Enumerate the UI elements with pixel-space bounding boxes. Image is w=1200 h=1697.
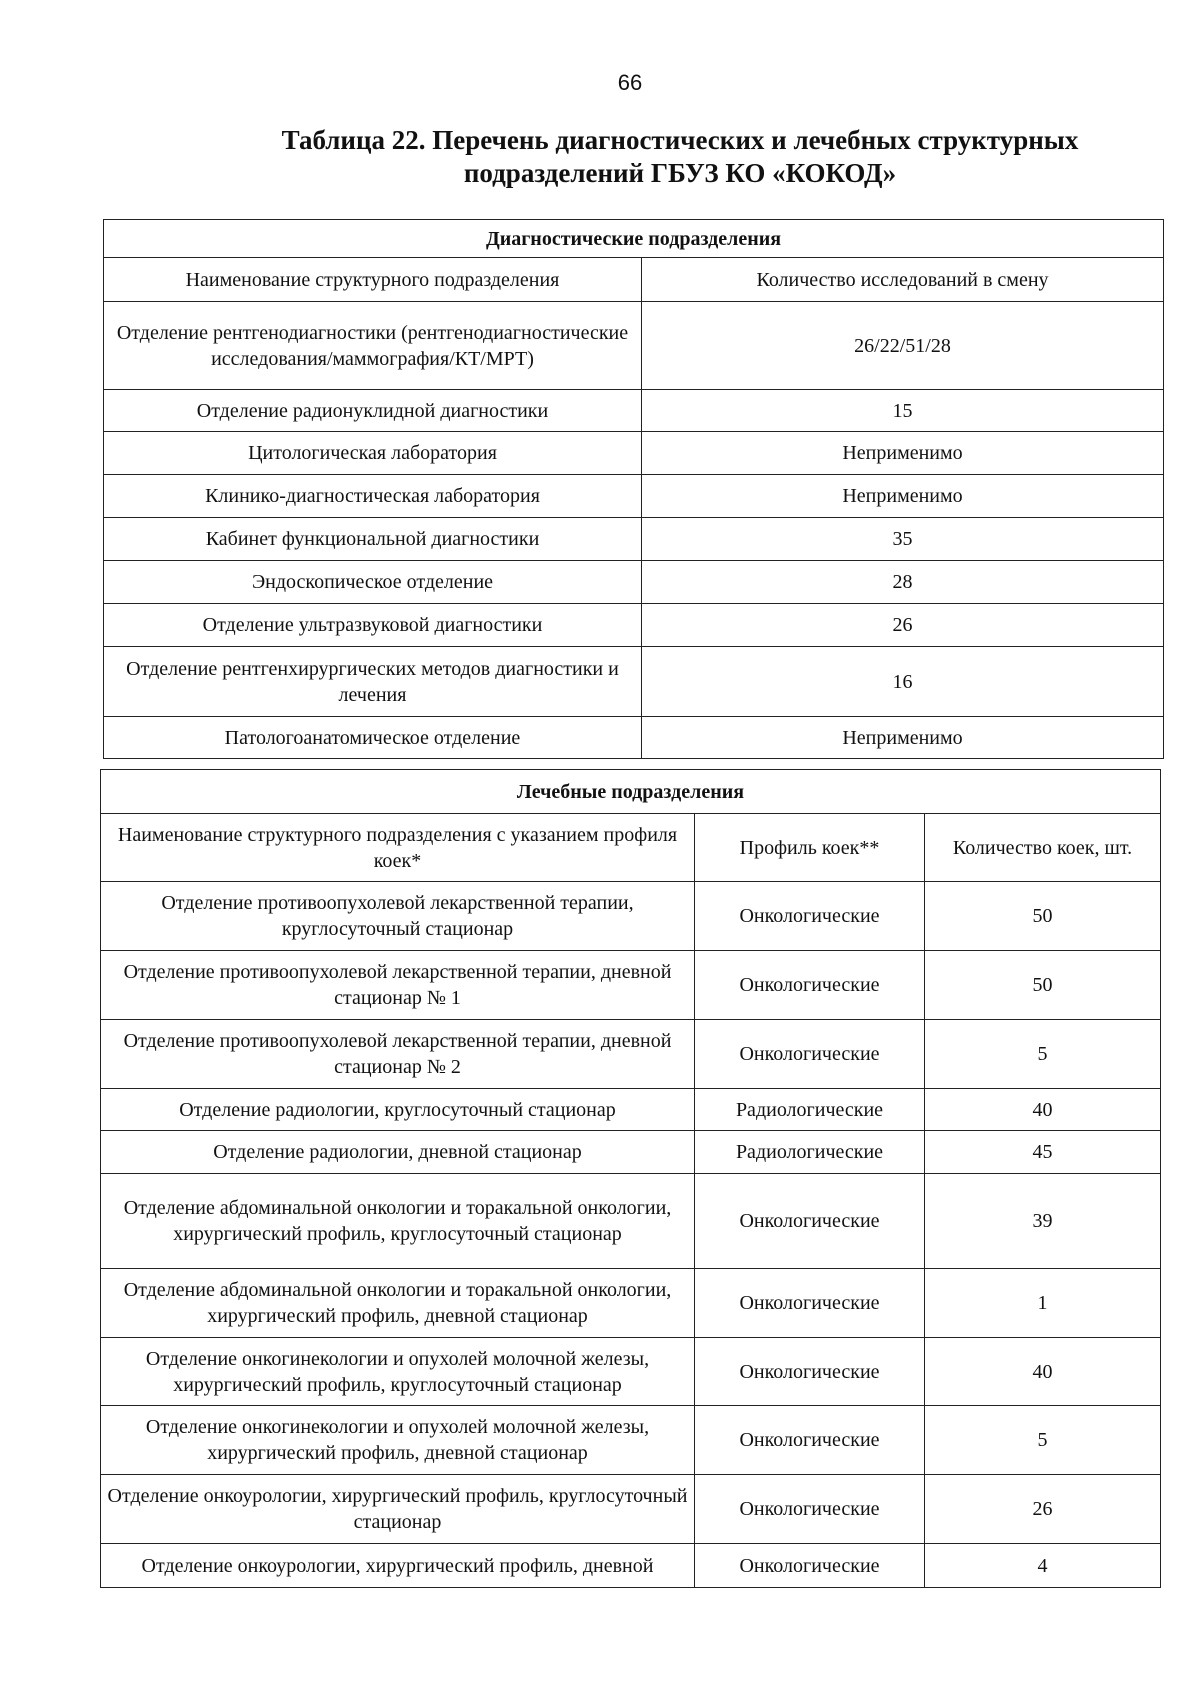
table-row xyxy=(104,518,1164,561)
column-header-bed-count: Количество коек, шт. xyxy=(925,814,1161,882)
unit-name: Отделение абдоминальной онкологии и торакальной онкологии, хирургический профиль, дневной стационар xyxy=(101,1269,695,1338)
title-line-1: Таблица 22. Перечень диагностических и лечебных структурных xyxy=(281,125,1079,155)
diagnostic-units-table xyxy=(103,219,1164,759)
bed-profile: Радиологические xyxy=(695,1089,925,1131)
unit-name: Клинико-диагностическая лаборатория xyxy=(104,475,642,518)
bed-profile: Онкологические xyxy=(695,1406,925,1475)
table-row xyxy=(104,717,1164,759)
bed-profile: Онкологические xyxy=(695,1269,925,1338)
bed-count: 26 xyxy=(925,1475,1161,1544)
table-row xyxy=(104,390,1164,432)
treatment-units-table xyxy=(100,769,1161,1588)
unit-name: Цитологическая лаборатория xyxy=(104,432,642,475)
bed-count: 50 xyxy=(925,882,1161,951)
unit-name: Отделение ультразвуковой диагностики xyxy=(104,604,642,647)
bed-count: 4 xyxy=(925,1544,1161,1588)
table-row xyxy=(104,302,1164,390)
bed-count: 40 xyxy=(925,1338,1161,1406)
table-row xyxy=(101,1174,1161,1269)
study-count: 16 xyxy=(642,647,1164,717)
table-row xyxy=(104,561,1164,604)
study-count: Неприменимо xyxy=(642,432,1164,475)
table-row xyxy=(101,1475,1161,1544)
table-row xyxy=(101,882,1161,951)
bed-count: 40 xyxy=(925,1089,1161,1131)
page-number: 66 xyxy=(617,70,643,95)
unit-name: Эндоскопическое отделение xyxy=(104,561,642,604)
study-count: 26 xyxy=(642,604,1164,647)
bed-count: 1 xyxy=(925,1269,1161,1338)
unit-name: Отделение противоопухолевой лекарственной терапии, дневной стационар № 1 xyxy=(101,951,695,1020)
document-title xyxy=(90,124,1200,190)
bed-count: 5 xyxy=(925,1406,1161,1475)
table-row xyxy=(104,604,1164,647)
unit-name: Отделение рентгенхирургических методов диагностики и лечения xyxy=(104,647,642,717)
bed-profile: Онкологические xyxy=(695,1338,925,1406)
bed-profile: Радиологические xyxy=(695,1131,925,1174)
unit-name: Отделение противоопухолевой лекарственной терапии, дневной стационар № 2 xyxy=(101,1020,695,1089)
bed-profile: Онкологические xyxy=(695,882,925,951)
unit-name: Отделение онкогинекологии и опухолей молочной железы, хирургический профиль, дневной стационар xyxy=(101,1406,695,1475)
unit-name: Отделение онкоурологии, хирургический профиль, дневной xyxy=(101,1544,695,1588)
table-row xyxy=(101,1544,1161,1588)
bed-count: 50 xyxy=(925,951,1161,1020)
bed-profile: Онкологические xyxy=(695,1544,925,1588)
diagnostic-section-heading: Диагностические подразделения xyxy=(104,220,1164,258)
treatment-section-heading: Лечебные подразделения xyxy=(101,770,1161,814)
bed-count: 45 xyxy=(925,1131,1161,1174)
unit-name: Кабинет функциональной диагностики xyxy=(104,518,642,561)
unit-name: Отделение рентгенодиагностики (рентгенодиагностические исследования/маммография/КТ/МРТ) xyxy=(104,302,642,390)
unit-name: Отделение абдоминальной онкологии и торакальной онкологии, хирургический профиль, круглосуточный стационар xyxy=(101,1174,695,1269)
bed-profile: Онкологические xyxy=(695,1174,925,1269)
unit-name: Отделение онкоурологии, хирургический профиль, круглосуточный стационар xyxy=(101,1475,695,1544)
bed-count: 39 xyxy=(925,1174,1161,1269)
title-line-2: подразделений ГБУЗ КО «КОКОД» xyxy=(463,158,897,188)
table-row xyxy=(104,475,1164,518)
table-row xyxy=(101,1089,1161,1131)
table-row xyxy=(101,1020,1161,1089)
unit-name: Патологоанатомическое отделение xyxy=(104,717,642,759)
column-header-bed-profile: Профиль коек** xyxy=(695,814,925,882)
study-count: 26/22/51/28 xyxy=(642,302,1164,390)
table-row xyxy=(104,432,1164,475)
unit-name: Отделение онкогинекологии и опухолей молочной железы, хирургический профиль, круглосуточный стационар xyxy=(101,1338,695,1406)
table-row xyxy=(101,1406,1161,1475)
study-count: 35 xyxy=(642,518,1164,561)
unit-name: Отделение радионуклидной диагностики xyxy=(104,390,642,432)
bed-profile: Онкологические xyxy=(695,1020,925,1089)
study-count: Неприменимо xyxy=(642,475,1164,518)
unit-name: Отделение радиологии, дневной стационар xyxy=(101,1131,695,1174)
study-count: 28 xyxy=(642,561,1164,604)
unit-name: Отделение противоопухолевой лекарственной терапии, круглосуточный стационар xyxy=(101,882,695,951)
bed-count: 5 xyxy=(925,1020,1161,1089)
study-count: Неприменимо xyxy=(642,717,1164,759)
study-count: 15 xyxy=(642,390,1164,432)
table-row xyxy=(101,1131,1161,1174)
column-header-unit-name: Наименование структурного подразделения с указанием профиля коек* xyxy=(101,814,695,882)
unit-name: Отделение радиологии, круглосуточный стационар xyxy=(101,1089,695,1131)
bed-profile: Онкологические xyxy=(695,951,925,1020)
bed-profile: Онкологические xyxy=(695,1475,925,1544)
table-row xyxy=(101,1269,1161,1338)
column-header-study-count: Количество исследований в смену xyxy=(642,258,1164,302)
column-header-unit-name: Наименование структурного подразделения xyxy=(104,258,642,302)
table-row xyxy=(101,951,1161,1020)
table-row xyxy=(104,647,1164,717)
table-row xyxy=(101,1338,1161,1406)
